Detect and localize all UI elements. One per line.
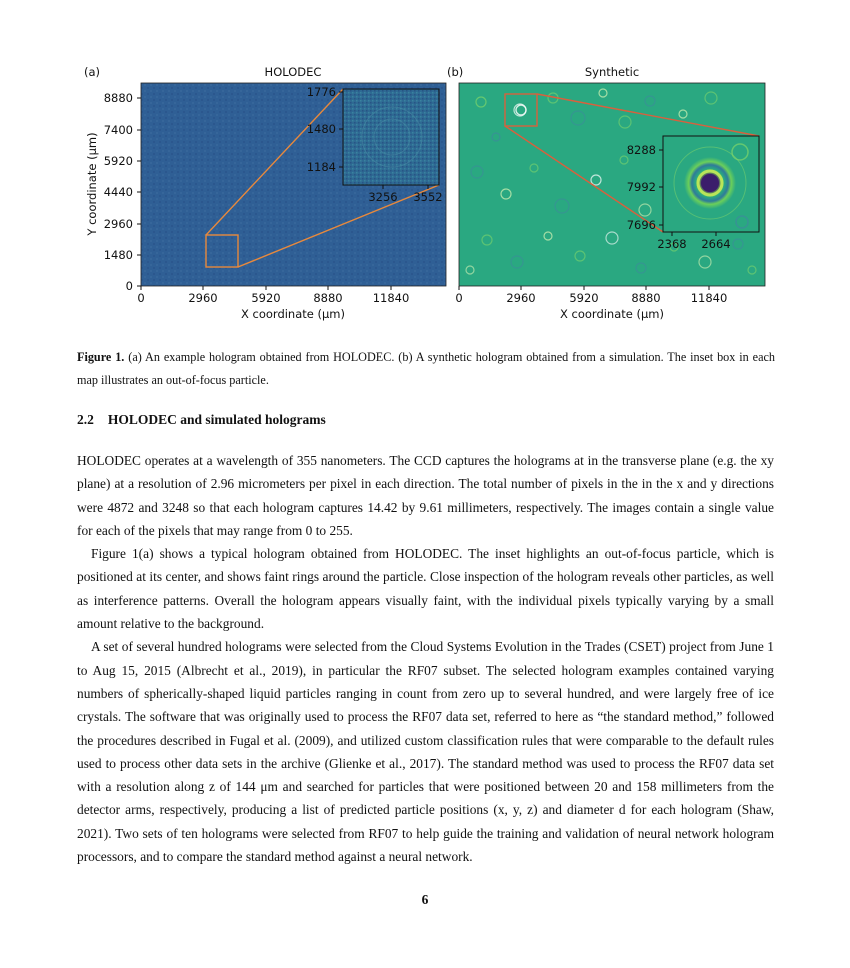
- body-text: [77, 449, 774, 868]
- panel-a-label: (a): [84, 65, 101, 79]
- inset-b-ytick: 7696: [626, 218, 656, 232]
- panel-b-xtick: 2960: [506, 291, 536, 305]
- panel-a-title: HOLODEC: [264, 65, 322, 79]
- inset-b-xtick: 2368: [657, 237, 687, 251]
- panel-a: [84, 65, 446, 321]
- section-heading: [77, 412, 326, 428]
- inset-b-xtick: 2664: [701, 237, 731, 251]
- panel-a-ytick: 1480: [103, 248, 133, 262]
- paragraph: Figure 1(a) shows a typical hologram obtained from HOLODEC. The inset highlights an out-of-focus particle, which is positioned at its center, and shows faint rings around the particle. Close inspection of the hologram reveals other particles, as well as interference patterns. Overall the hologram appears visually faint, with the individual pixels typically varying by a small amount relative to the background.: [77, 546, 774, 632]
- section-title: HOLODEC and simulated holograms: [107, 412, 326, 427]
- panel-b-xlabel: X coordinate (μm): [559, 307, 665, 321]
- panel-b-xtick: 8880: [631, 291, 661, 305]
- panel-b-xaxis: [455, 286, 727, 321]
- figure-1: [0, 0, 850, 335]
- panel-a-ylabel: Y coordinate (μm): [85, 132, 99, 236]
- panel-a-xtick: 5920: [251, 291, 281, 305]
- figure-caption: [77, 346, 775, 392]
- panel-b-xtick: 11840: [690, 291, 728, 305]
- panel-b-title: Synthetic: [584, 65, 640, 79]
- panel-a-ytick: 4440: [103, 185, 133, 199]
- paragraph: HOLODEC operates at a wavelength of 355 nanometers. The CCD captures the holograms at in the transverse plane (e.g. the xy plane) at a resolution of 2.96 micrometers per pixel in each direction. The total number of pixels in the in the x and y directions were 4872 and 3248 so that each hologram captures 14.42 by 9.61 millimeters, respectively. The images contain a single value for each of the pixels that may range from 0 to 255.: [77, 453, 774, 538]
- inset-a-ytick: 1776: [306, 85, 336, 99]
- caption-label: Figure 1.: [77, 350, 125, 364]
- panel-b: [447, 65, 765, 321]
- panel-b-xtick: 0: [455, 291, 463, 305]
- panel-a-ytick: 0: [125, 279, 133, 293]
- section-number: 2.2: [77, 412, 94, 427]
- inset-a-ytick: 1480: [306, 122, 336, 136]
- panel-a-ytick: 5920: [103, 154, 133, 168]
- panel-a-xtick: 11840: [372, 291, 410, 305]
- inset-a-xtick: 3552: [413, 190, 443, 204]
- paragraph: A set of several hundred holograms were selected from the Cloud Systems Evolution in the Trades (CSET) project from June 1 to Aug 15, 2015 (Albrecht et al., 2019), in particular the RF07 subset. The selected hologram examples contained varying numbers of spherically-shaped liquid particles ranging in count from zero up to several hundred, and were largely free of ice crystals. The software that was originally used to process the RF07 data set, referred to here as “the standard method,” followed the procedures described in Fugal et al. (2009), and utilized custom classification rules that were comparable to the default rules used to process other data sets in the archive (Glienke et al., 2017). The standard method was used to process the RF07 data set with a resolution along z of 144 μm and searched for particles that were positioned between 20 and 158 millimeters from the detector arms, respectively, producing a list of predicted particle positions (x, y, z) and diameter d for each hologram (Shaw, 2021). Two sets of ten holograms were selected from RF07 to help guide the training and validation of neural network hologram processors, and to compare the standard method against a neural network.: [77, 639, 774, 865]
- panel-a-ytick: 8880: [103, 91, 133, 105]
- page-number: 6: [421, 892, 429, 907]
- caption-text: (a) An example hologram obtained from HOLODEC. (b) A synthetic hologram obtained from a simulation. The inset box in each map illustrates an out-of-focus particle.: [77, 350, 775, 387]
- panel-a-xtick: 2960: [188, 291, 218, 305]
- inset-a-xtick: 3256: [368, 190, 398, 204]
- panel-a-ytick: 2960: [103, 217, 133, 231]
- inset-a-ytick: 1184: [306, 160, 336, 174]
- panel-a-xtick: 0: [137, 291, 145, 305]
- inset-a: [343, 89, 439, 185]
- panel-b-label: (b): [447, 65, 464, 79]
- panel-b-xtick: 5920: [569, 291, 599, 305]
- panel-a-yaxis: [85, 91, 141, 293]
- inset-b-ytick: 8288: [626, 143, 656, 157]
- panel-a-xlabel: X coordinate (μm): [240, 307, 346, 321]
- panel-a-ytick: 7400: [103, 123, 133, 137]
- inset-b-ytick: 7992: [626, 180, 656, 194]
- panel-a-xaxis: [137, 286, 409, 321]
- panel-a-xtick: 8880: [313, 291, 343, 305]
